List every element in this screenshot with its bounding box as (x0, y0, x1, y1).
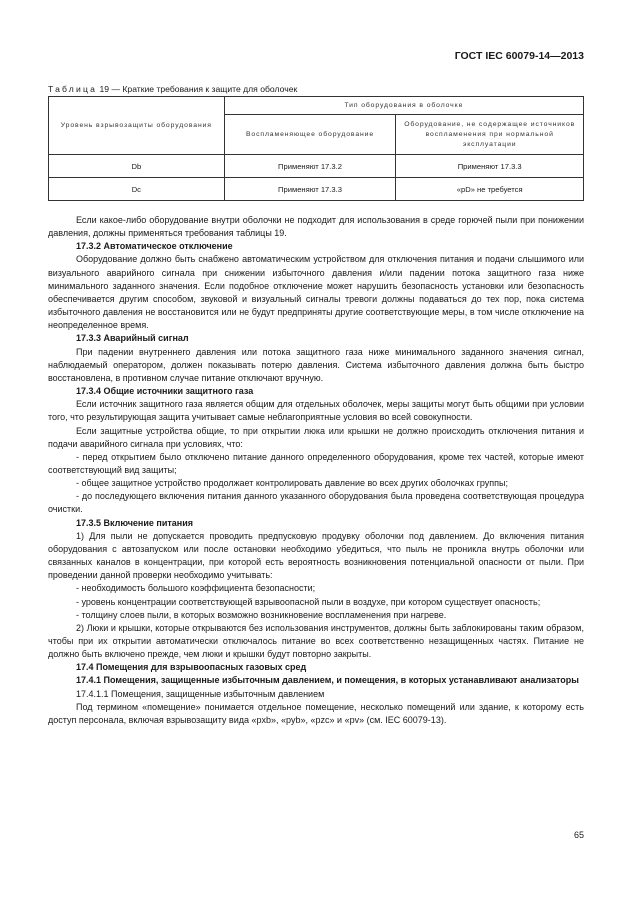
paragraph: Оборудование должно быть снабжено автоматическим устройством для отключения питания и подачи слышимого или визуального аварийного сигнала при снижении избыточного давления и/или падении потока защитного газа ниже минимального заданного значения. Если подобное отключение может нарушить безопасность установки или безопасность обеспечивается другим способом, звуковой и визуальный сигналы тревоги должны подаваться до тех пор, пока система избыточного давления не восстановится или не будут предприняты другие соответствующие меры, в том числе отключение на неопределенное время. (48, 254, 584, 331)
table-cell: Применяют 17.3.2 (224, 155, 396, 178)
section-heading: 17.3.5 Включение питания (76, 517, 194, 528)
col-nonigniting-header: Оборудование, не содержащее источников воспламенения при нормальной эксплуатации (396, 115, 584, 155)
paragraph: Если какое-либо оборудование внутри оболочки не подходит для использования в среде горючей пыли при понижении давления, должны применяться требования таблицы 19. (48, 215, 584, 239)
table-cell: Применяют 17.3.3 (224, 178, 396, 201)
col-level-header: Уровень взрывозащиты оборудования (49, 97, 225, 155)
table-cell: Dc (49, 178, 225, 201)
section-heading: 17.3.2 Автоматическое отключение (76, 241, 233, 252)
section-heading: 17.3.4 Общие источники защитного газа (76, 386, 254, 397)
paragraph: Под термином «помещение» понимается отдельное помещение, несколько помещений или здание, к которому есть доступ персонала, включая взрывозащиту вида «pxb», «pyb», «pzc» и «pv» (см. IEC 60079-13). (48, 701, 584, 725)
table-caption-text: 19 — Краткие требования к защите для оболочек (99, 84, 298, 94)
section-heading: 17.4 Помещения для взрывоопасных газовых сред (76, 662, 307, 673)
col-igniting-header: Воспламеняющее оборудование (224, 115, 396, 155)
list-item: - толщину слоев пыли, в которых возможно возникновение воспламенения при нагреве. (76, 609, 447, 620)
list-item: - перед открытием было отключено питание данного определенного оборудования, кроме тех частей, которые имеют соответствующий вид защиты; (48, 451, 584, 475)
col-group-header: Тип оборудования в оболочке (224, 97, 583, 115)
list-item: - общее защитное устройство продолжает контролировать давление во всех других оболочках группы; (76, 478, 508, 489)
table-caption-word: Таблица (48, 84, 98, 94)
subsection-title: 17.4.1.1 Помещения, защищенные избыточным давлением (76, 688, 325, 699)
list-item: - необходимость большого коэффициента безопасности; (76, 583, 316, 594)
document-body (48, 214, 584, 727)
paragraph: 2) Люки и крышки, которые открываются без использования инструментов, должны быть заблокированы таким образом, чтобы при их открытии автоматически отключалось питание во всех соответственно незащищенных частях. Питание не должно быть включено прежде, чем люки и крышки будут повторно закрыты. (48, 622, 584, 660)
list-item: - уровень концентрации соответствующей взрывоопасной пыли в воздухе, при котором существует опасность; (76, 596, 541, 607)
page-number: 65 (573, 830, 584, 840)
table-cell: «pD» не требуется (396, 178, 584, 201)
list-item: - до последующего включения питания данного указанного оборудования была проведена соответствующая процедура очистки. (48, 491, 584, 515)
standard-header: ГОСТ IEC 60079-14—2013 (454, 50, 584, 62)
paragraph: При падении внутреннего давления или потока защитного газа ниже минимального заданного значения сигнал, наблюдаемый оператором, должен показывать потерю давления. Система избыточного давления должна быть быстро восстановлена, в противном случае питание отключают вручную. (48, 346, 584, 383)
table-caption (48, 84, 297, 94)
paragraph: Если источник защитного газа является общим для отдельных оболочек, меры защиты могут быть общими при условии того, что результирующая защита учитывает самые неблагоприятные условия во всей совокупности. (48, 399, 584, 423)
section-heading: 17.3.3 Аварийный сигнал (76, 333, 189, 344)
paragraph: 1) Для пыли не допускается проводить предпусковую продувку оболочки под давлением. До включения питания оборудования с автозапуском или после остановки необходимо убедиться, что пыль не проникла внутрь оболочки или связанных каналов в концентрации, при которой есть вероятность возникновения потенциальной опасности от пыли. При проведении данной проверки необходимо учитывать: (48, 530, 584, 581)
table-cell: Применяют 17.3.3 (396, 155, 584, 178)
table-row (49, 178, 584, 201)
paragraph: Если защитные устройства общие, то при открытии люка или крышки не должно происходить отключения питания и подачи аварийного сигнала при условиях, что: (48, 425, 584, 449)
table-row (49, 155, 584, 178)
protection-table (48, 96, 584, 201)
section-heading: 17.4.1 Помещения, защищенные избыточным давлением, и помещения, в которых устанавливают анализаторы (76, 675, 579, 686)
table-cell: Db (49, 155, 225, 178)
